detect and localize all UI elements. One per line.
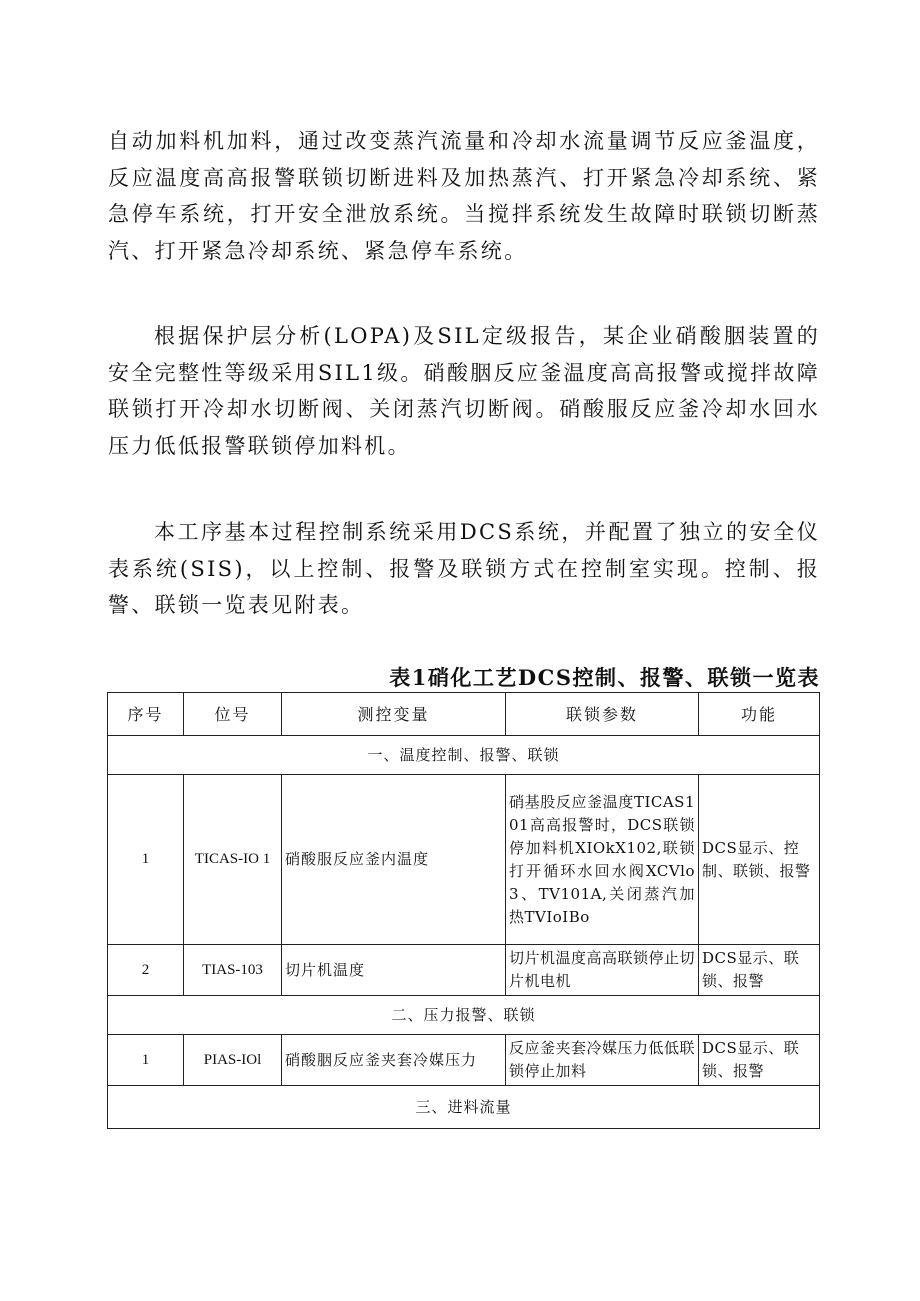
cell-variable: 硝酸服反应釜内温度 [282,775,506,945]
cell-no: 2 [108,945,184,996]
table-caption: 表1硝化工艺DCS控制、报警、联锁一览表 [389,665,820,690]
header-variable: 测控变量 [282,693,506,736]
section-title: 一、温度控制、报警、联锁 [108,736,820,775]
paragraph-1: 自动加料机加料，通过改变蒸汽流量和冷却水流量调节反应釜温度，反应温度高高报警联锁切断进料及加热蒸汽、打开紧急冷却系统、紧急停车系统，打开安全泄放系统。当搅拌系统发生故障时联锁切断蒸汽、打开紧急冷却系统、紧急停车系统。 [108,129,820,263]
cell-tag: TIAS-103 [184,945,282,996]
header-tag: 位号 [184,693,282,736]
cell-tag: TICAS-IO 1 [184,775,282,945]
paragraph-3: 本工序基本过程控制系统采用DCS系统，并配置了独立的安全仪表系统(SIS)，以上控制、报警及联锁方式在控制室实现。控制、报警、联锁一览表见附表。 [108,520,820,617]
cell-tag: PIAS-IOl [184,1035,282,1086]
cell-function: DCS显示、联锁、报警 [699,945,820,996]
cell-variable: 切片机温度 [282,945,506,996]
cell-function: DCS显示、控制、联锁、报警 [699,775,820,945]
control-alarm-interlock-table [107,692,820,1129]
table-header-row [108,693,820,736]
cell-interlock: 切片机温度高高联锁停止切片机电机 [506,945,699,996]
cell-interlock: 硝基股反应釜温度TICAS101高高报警时，DCS联锁停加料机XIOkX102,联锁打开循环水回水阀XCVlo3、TV101A,关闭蒸汽加热TVIoIBo [506,775,699,945]
section-row [108,1086,820,1129]
table-row [108,945,820,996]
section-title: 二、压力报警、联锁 [108,996,820,1035]
section-row [108,736,820,775]
cell-function: DCS显示、联锁、报警 [699,1035,820,1086]
header-function: 功能 [699,693,820,736]
cell-no: 1 [108,1035,184,1086]
cell-variable: 硝酸胭反应釜夹套冷媒压力 [282,1035,506,1086]
table-row [108,1035,820,1086]
paragraph-2: 根据保护层分析(LOPA)及SIL定级报告，某企业硝酸胭装置的安全完整性等级采用SIL1级。硝酸胭反应釜温度高高报警或搅拌故障联锁打开冷却水切断阀、关闭蒸汽切断阀。硝酸服反应釜冷却水回水压力低低报警联锁停加料机。 [108,324,820,458]
table-row [108,775,820,945]
cell-interlock: 反应釜夹套冷媒压力低低联锁停止加料 [506,1035,699,1086]
cell-no: 1 [108,775,184,945]
header-seq: 序号 [108,693,184,736]
header-interlock: 联锁参数 [506,693,699,736]
section-row [108,996,820,1035]
section-title: 三、进料流量 [108,1086,820,1129]
